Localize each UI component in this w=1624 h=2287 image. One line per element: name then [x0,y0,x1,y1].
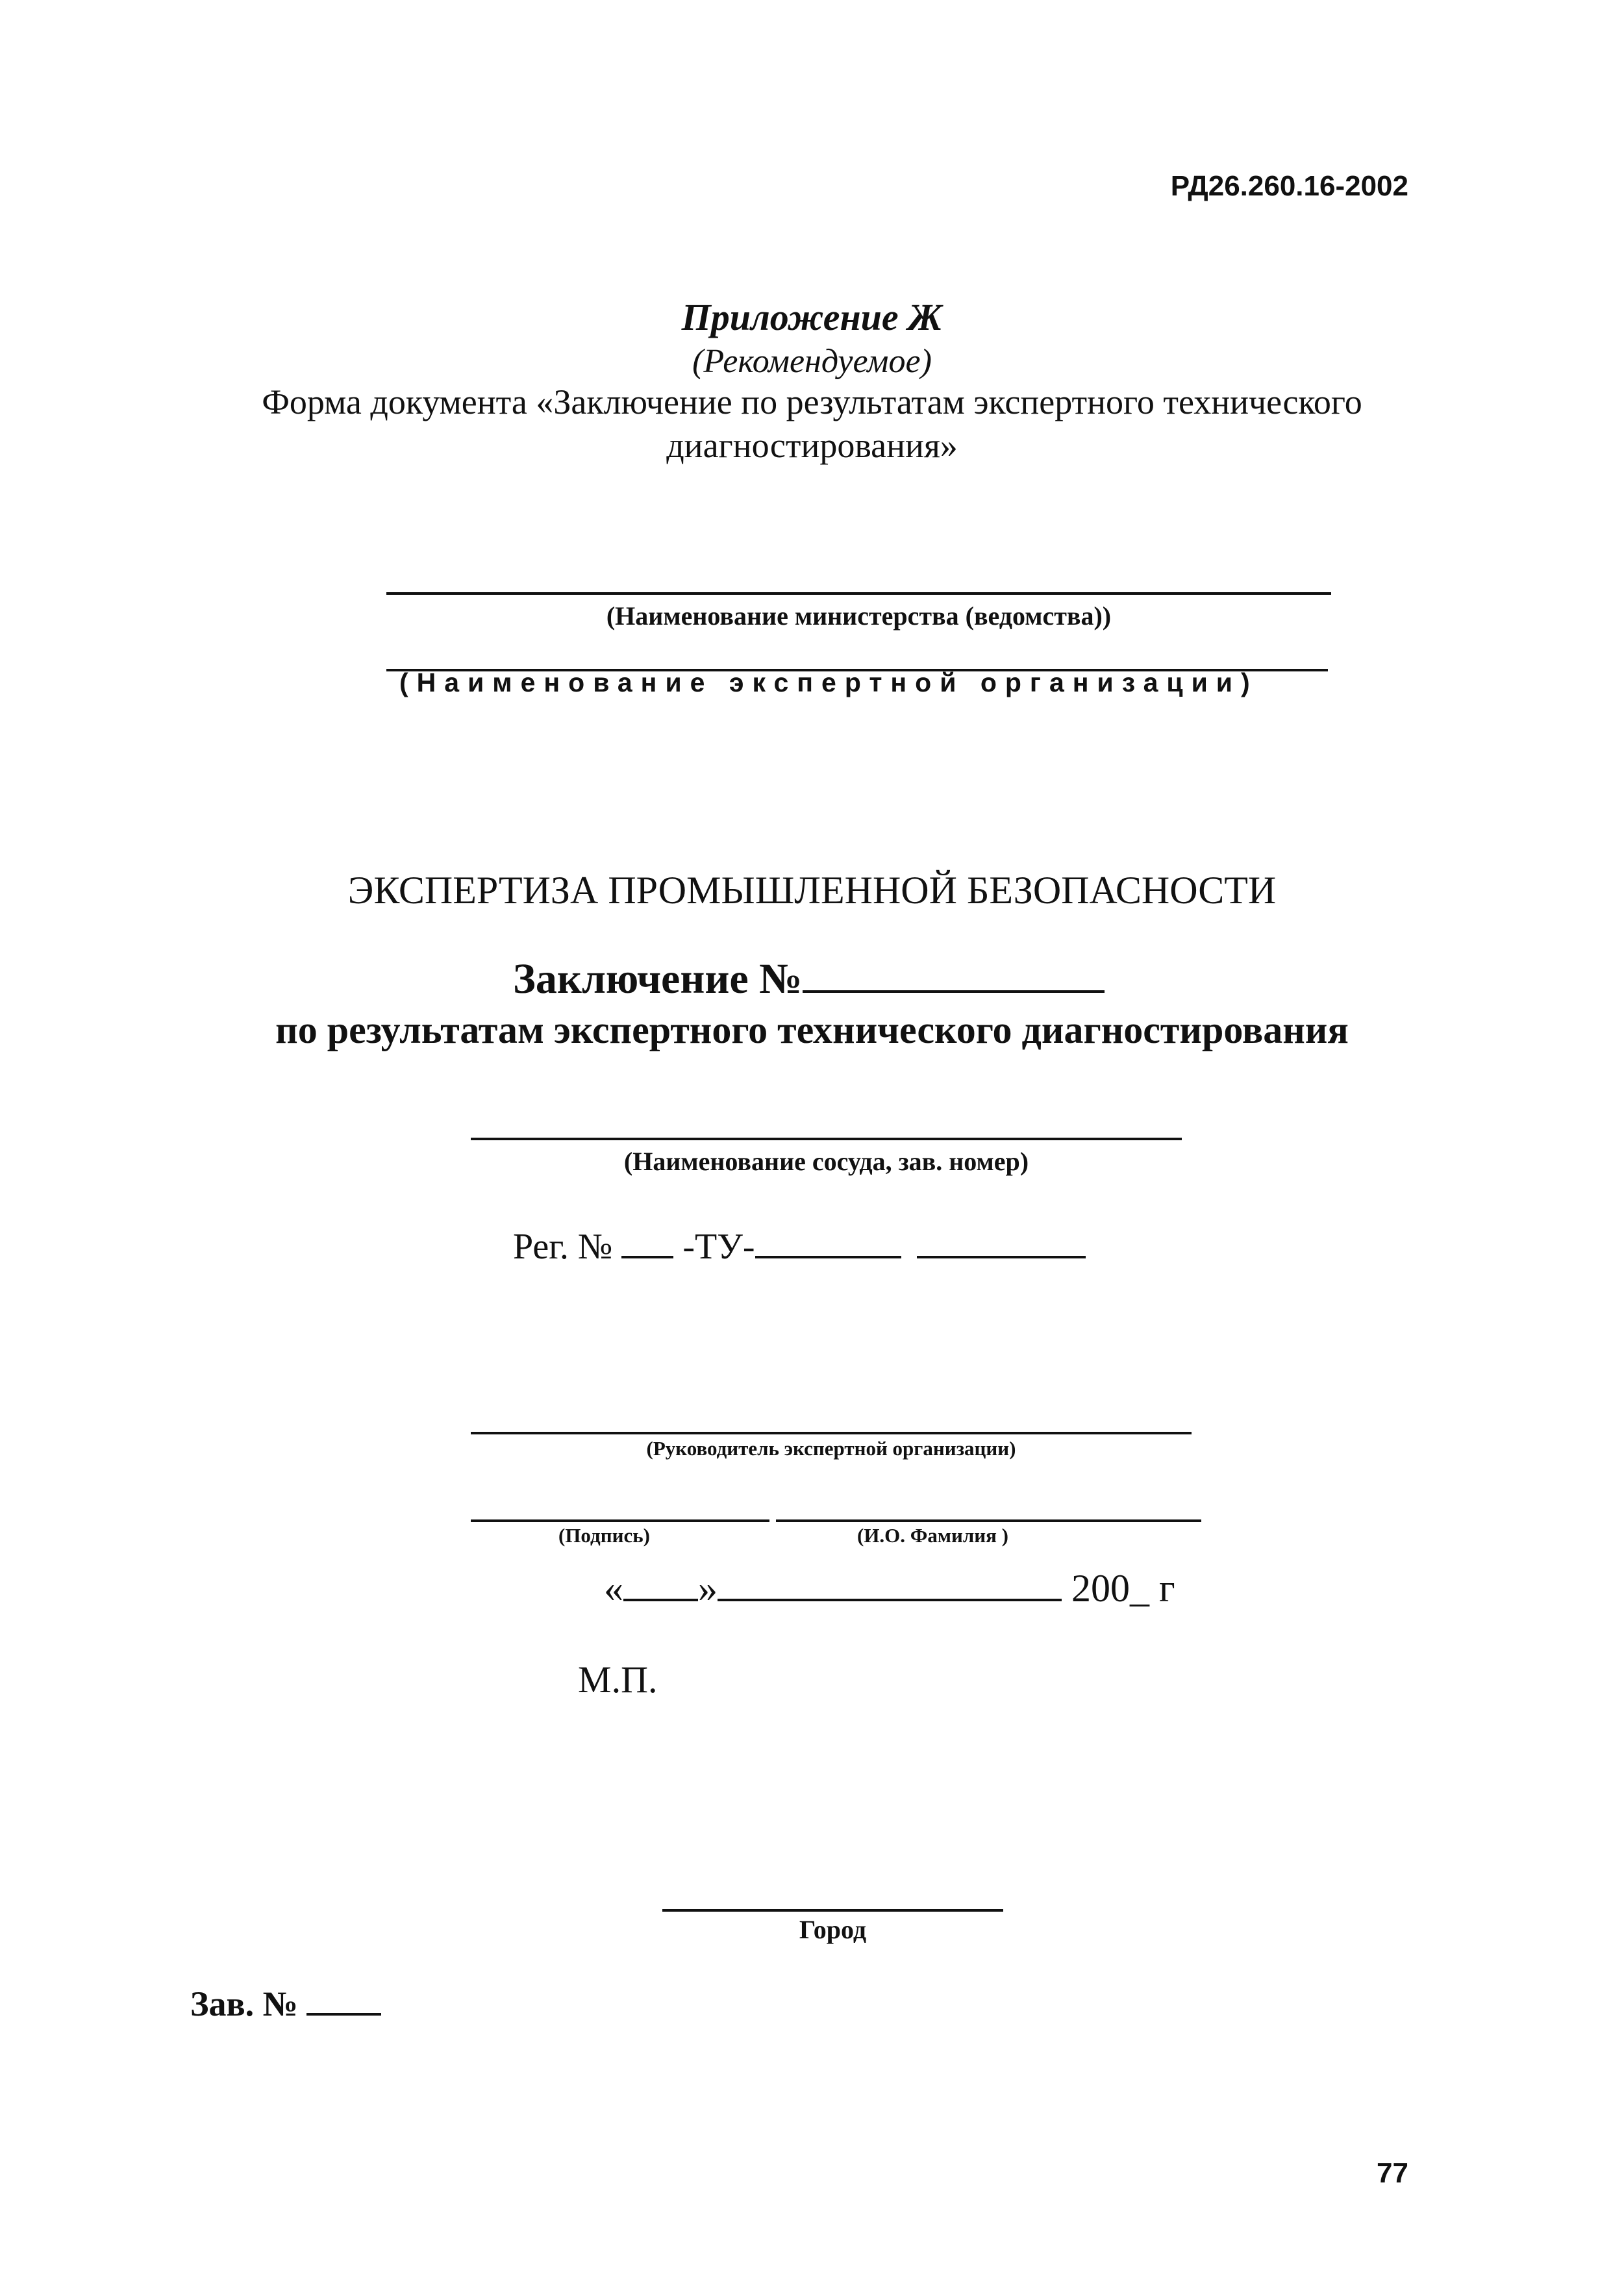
date-open-quote: « [604,1567,623,1610]
vessel-name-line [471,1138,1182,1140]
signature-line [471,1519,769,1522]
reg-number-blank [621,1222,673,1258]
main-heading: ЭКСПЕРТИЗА ПРОМЫШЛЕННОЙ БЕЗОПАСНОСТИ [347,869,1277,912]
conclusion-subtitle: по результатам экспертного технического диагностирования [275,1008,1349,1051]
signature-caption: (Подпись) [558,1524,650,1547]
appendix-status: (Рекомендуемое) [692,343,932,380]
reg-label: Рег. № [513,1227,613,1267]
document-code: РД26.260.16-2002 [1170,170,1408,202]
full-name-caption: (И.О. Фамилия ) [857,1524,1008,1547]
vessel-caption: (Наименование сосуда, зав. номер) [623,1147,1029,1176]
registration-row [513,1222,1086,1268]
city-line [662,1909,1003,1912]
conclusion-number-blank [803,956,1105,993]
appendix-title: Приложение Ж [681,296,943,338]
conclusion-number-row [513,955,1105,1004]
expert-org-caption: (Наименование экспертной организации) [399,668,1258,697]
form-title-line-2: диагностирования» [666,426,958,465]
reg-suffix-blank [917,1222,1086,1258]
form-title-line-1: Форма документа «Заключение по результатам экспертного технического [262,382,1362,421]
full-name-line [776,1519,1201,1522]
ministry-name-line [386,592,1331,595]
head-line [471,1432,1192,1434]
date-row [604,1565,1175,1611]
city-caption: Город [799,1915,867,1944]
ministry-caption: (Наименование министерства (ведомства)) [606,601,1112,631]
date-close-quote: » [698,1567,718,1610]
month-blank [718,1565,1062,1601]
factory-number-label: Зав. № [190,1984,298,2023]
head-caption: (Руководитель экспертной организации) [646,1437,1016,1460]
reg-tu-blank [755,1222,901,1258]
reg-tu-label: -ТУ- [682,1227,755,1267]
year-label: 200_ г [1071,1567,1175,1610]
page-number: 77 [1377,2157,1408,2189]
day-blank [623,1565,698,1601]
factory-number-row [190,1979,381,2024]
stamp-label: М.П. [578,1658,658,1701]
conclusion-label: Заключение № [513,955,803,1003]
factory-number-blank [306,1979,381,2016]
